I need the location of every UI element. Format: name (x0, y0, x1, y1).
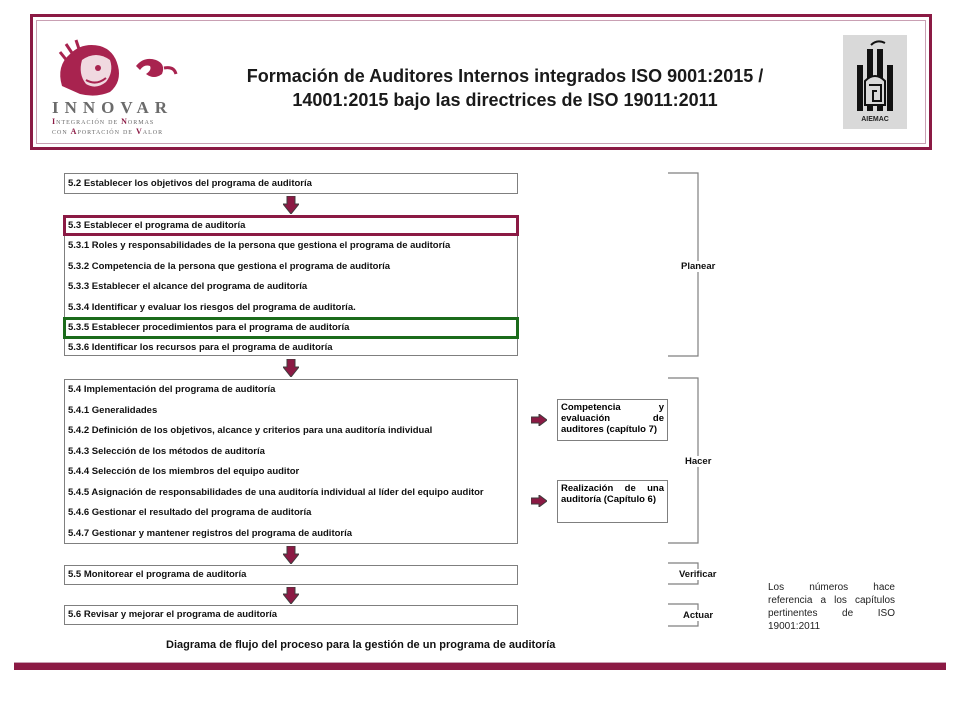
right-arrow-icon (531, 414, 547, 426)
phase-label-actuar: Actuar (683, 610, 714, 621)
phase-brackets (666, 170, 702, 630)
flow-item: 5.3.4 Identificar y evaluar los riesgos del programa de auditoría. (68, 302, 356, 313)
flow-item: 5.3.2 Competencia de la persona que gestiona el programa de auditoría (68, 261, 391, 272)
side-box-competence: Competencia y evaluación de auditores (capítulo 7) (557, 399, 668, 441)
flow-item: 5.3.1 Roles y responsabilidades de la persona que gestiona el programa de auditoría (68, 240, 451, 251)
flow-item: 5.4 Implementación del programa de auditoría (68, 384, 276, 395)
flow-item: 5.4.2 Definición de los objetivos, alcance y criterios para una auditoría individual (68, 425, 433, 436)
footer-bar (14, 662, 946, 670)
flow-item: 5.4.7 Gestionar y mantener registros del programa de auditoría (68, 528, 353, 539)
flow-item: 5.4.5 Asignación de responsabilidades de una auditoría individual al líder del equipo auditor (68, 487, 484, 498)
side-box-audit-execution: Realización de una auditoría (Capítulo 6) (557, 480, 668, 523)
down-arrow-icon (283, 196, 299, 214)
aiemac-building-icon (843, 35, 907, 115)
flow-box-implementation (64, 379, 518, 544)
page-title: Formación de Auditores Internos integrados ISO 9001:2015 / 14001:2015 bajo las directrices de ISO 19011:2011 (246, 66, 764, 110)
down-arrow-icon (283, 587, 299, 604)
flow-item: 5.3.6 Identificar los recursos para el programa de auditoría (68, 342, 333, 353)
logo-tagline-2: con Aportación de Valor (52, 127, 164, 136)
aiemac-label: AIEMAC (861, 116, 889, 123)
logo-wordmark: INNOVAR (52, 98, 174, 117)
flow-item: 5.5 Monitorear el programa de auditoría (68, 569, 247, 580)
down-arrow-icon (283, 359, 299, 377)
flow-item: 5.3.3 Establecer el alcance del programa de auditoría (68, 281, 308, 292)
diagram-caption: Diagrama de flujo del proceso para la gestión de un programa de auditoría (166, 639, 556, 651)
logo-tagline-1: Integración de Normas (52, 117, 155, 126)
flow-item: 5.4.6 Gestionar el resultado del programa de auditoría (68, 507, 312, 518)
down-arrow-icon (283, 546, 299, 564)
flow-item: 5.3 Establecer el programa de auditoría (68, 220, 246, 231)
phase-label-planear: Planear (681, 261, 716, 272)
flow-item: 5.4.1 Generalidades (68, 405, 158, 416)
flow-item: 5.6 Revisar y mejorar el programa de auditoría (68, 609, 278, 620)
flow-item: 5.4.4 Selección de los miembros del equipo auditor (68, 466, 300, 477)
flow-item: 5.2 Establecer los objetivos del programa de auditoría (68, 178, 312, 189)
flow-item: 5.4.3 Selección de los métodos de auditoría (68, 446, 265, 457)
phase-label-verificar: Verificar (679, 569, 717, 580)
right-arrow-icon (531, 495, 547, 507)
innovar-logo-icon (52, 36, 182, 98)
aiemac-logo (843, 35, 907, 129)
reference-note: Los números hace referencia a los capítulos pertinentes de ISO 19001:2011 (768, 582, 895, 632)
phase-label-hacer: Hacer (685, 456, 712, 467)
flow-item: 5.3.5 Establecer procedimientos para el programa de auditoría (68, 322, 350, 333)
